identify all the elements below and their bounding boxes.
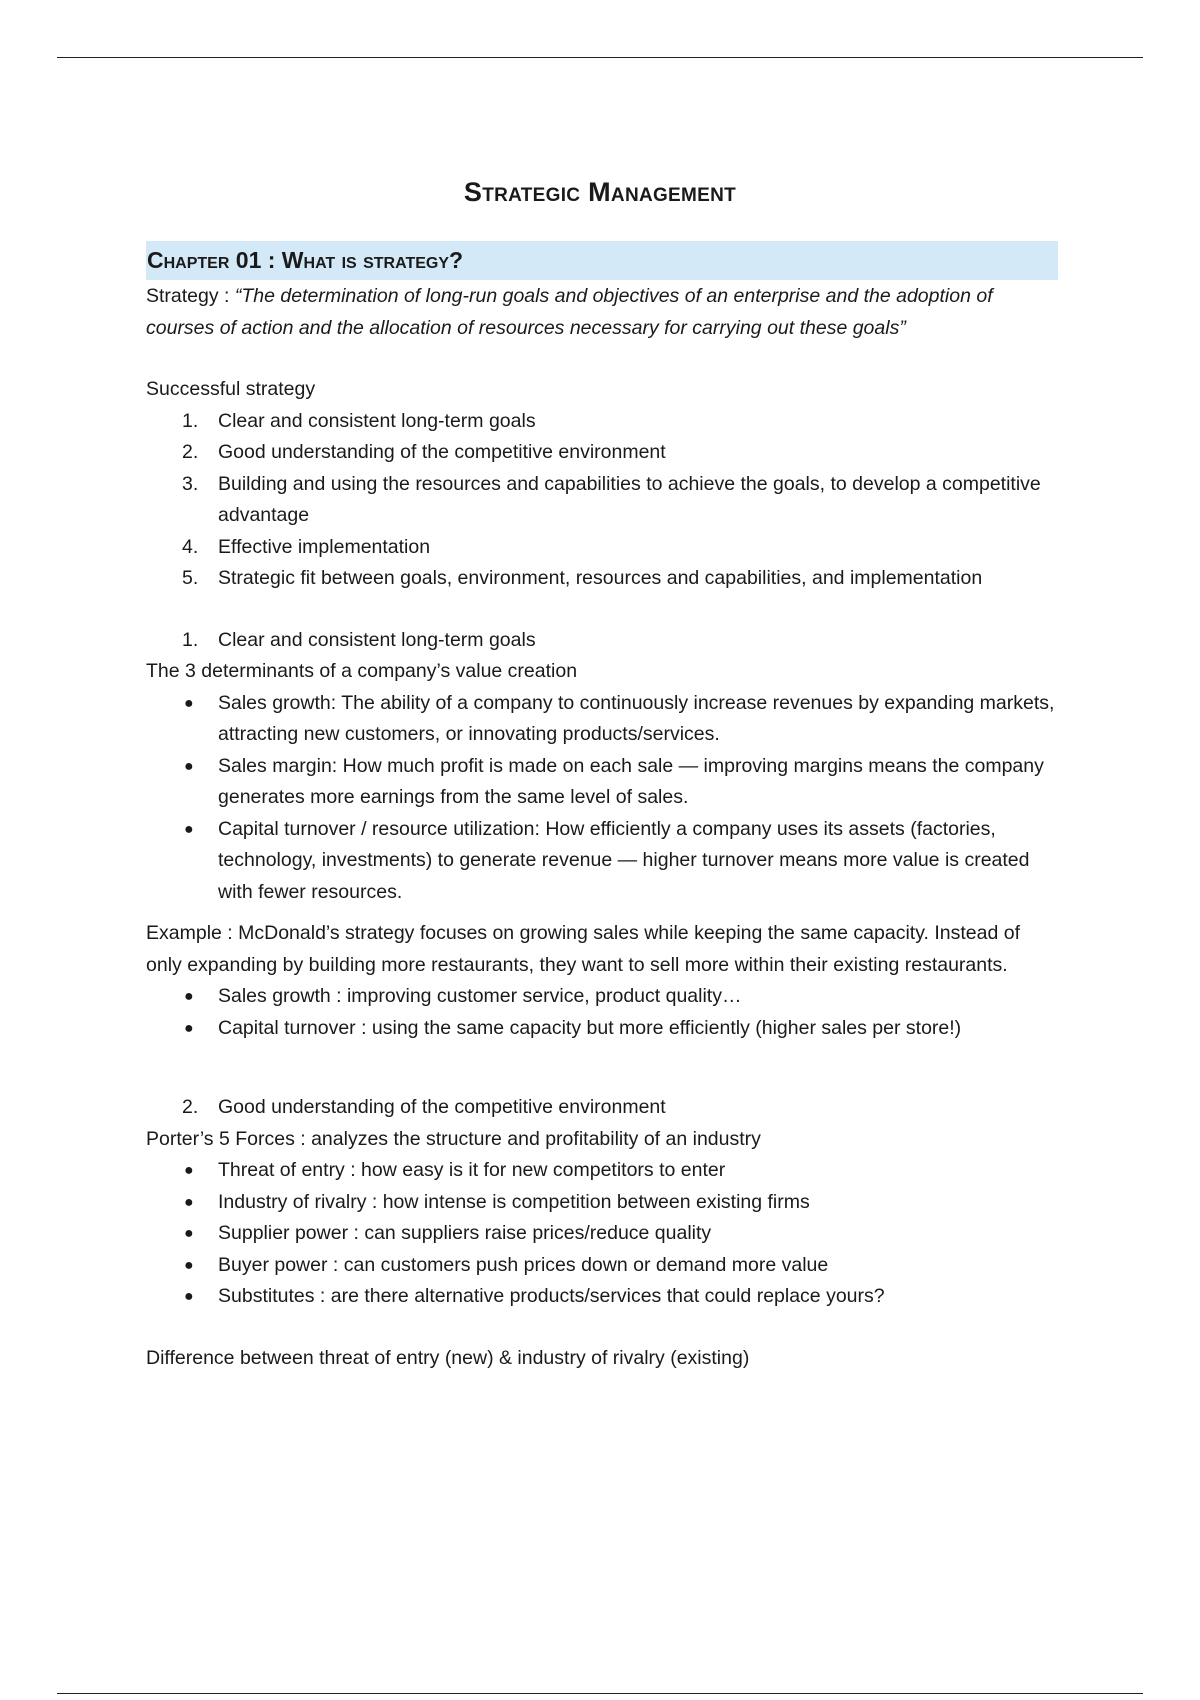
bullet-text: Industry of rivalry : how intense is competition between existing firms (218, 1190, 810, 1213)
list-item-text: Strategic fit between goals, environment, resources and capabilities, and implementation (218, 567, 983, 589)
mcdonalds-example: Example : McDonald’s strategy focuses on growing sales while keeping the same capacity. Instead of only expanding by building more restaurants, they want to sell more within their existing restaurants. (146, 922, 1020, 976)
list-item (146, 437, 1058, 469)
section-title (146, 1092, 1058, 1124)
list-number: 2. (182, 441, 199, 463)
list-item-text: Clear and consistent long-term goals (218, 409, 536, 432)
bullet-icon: ● (184, 988, 194, 1005)
document-body (146, 241, 1058, 1374)
example-bullets (146, 981, 1058, 1044)
bullet-item (146, 814, 1058, 909)
bullet-text: Sales growth: The ability of a company to continuously increase revenues by expanding markets, attracting new customers, or innovating products/services. (218, 691, 1055, 745)
bullet-text: Substitutes : are there alternative products/services that could replace yours? (218, 1285, 885, 1307)
list-number: 3. (182, 472, 199, 495)
page-title: Strategic Management (463, 177, 737, 207)
bullet-item (146, 688, 1058, 751)
successful-strategy-heading: Successful strategy (146, 378, 316, 400)
bullet-item (146, 1155, 1058, 1187)
list-item (146, 469, 1058, 532)
bullet-icon: ● (184, 1162, 194, 1179)
entry-vs-rivalry-note: Difference between threat of entry (new) & industry of rivalry (existing) (146, 1346, 750, 1369)
bullet-text: Sales margin: How much profit is made on each sale — improving margins means the company generates more earnings from the same level of sales. (218, 754, 1044, 808)
header-rule (57, 57, 1143, 58)
bullet-item (146, 981, 1058, 1013)
bullet-icon: ● (184, 1019, 194, 1037)
spacer (146, 908, 1058, 918)
bullet-icon: ● (184, 1288, 194, 1305)
list-item-text: Effective implementation (218, 535, 431, 558)
definition-label: Strategy : (146, 285, 235, 307)
definition-quote: “The determination of long-run goals and objectives of an enterprise and the adoption of courses of action and the allocation of resources necessary for carrying out these goals” (146, 285, 993, 339)
list-item (146, 406, 1058, 438)
bullet-text: Supplier power : can suppliers raise prices/reduce quality (218, 1222, 712, 1244)
section-number: 2. (182, 1096, 199, 1118)
bullet-item (146, 1013, 1058, 1045)
list-item (146, 532, 1058, 564)
porters-five-forces-intro: Porter’s 5 Forces : analyzes the structure and profitability of an industry (146, 1127, 761, 1150)
bullet-icon: ● (184, 1256, 194, 1274)
list-number: 1. (182, 409, 199, 432)
bullet-text: Capital turnover : using the same capacity but more efficiently (higher sales per store!) (218, 1016, 962, 1039)
bullet-text: Threat of entry : how easy is it for new competitors to enter (218, 1159, 726, 1181)
section2-heading (146, 1092, 1058, 1124)
bullet-item (146, 1250, 1058, 1282)
list-item (146, 563, 1058, 595)
five-forces-bullets (146, 1155, 1058, 1313)
list-item-text: Building and using the resources and capabilities to achieve the goals, to develop a competitive advantage (218, 472, 1041, 526)
chapter-heading: Chapter 01 : What is strategy? (146, 241, 1058, 280)
section-title-text: Good understanding of the competitive environment (218, 1096, 666, 1118)
successful-strategy-list (146, 406, 1058, 595)
value-creation-bullets (146, 688, 1058, 909)
bullet-text: Sales growth : improving customer service, product quality… (218, 985, 742, 1007)
list-item-text: Good understanding of the competitive environment (218, 441, 666, 463)
spacer (146, 1313, 1058, 1343)
bullet-item (146, 1281, 1058, 1313)
list-number: 5. (182, 567, 199, 589)
list-number: 4. (182, 535, 199, 558)
value-creation-intro: The 3 determinants of a company’s value creation (146, 660, 578, 682)
bullet-text: Buyer power : can customers push prices down or demand more value (218, 1253, 829, 1276)
spacer (146, 595, 1058, 625)
section-title (146, 625, 1058, 657)
bullet-text: Capital turnover / resource utilization: How efficiently a company uses its assets (factories, technology, investments) to generate revenue — higher turnover means more value is created with fewer resources. (218, 817, 1030, 903)
section1-heading (146, 625, 1058, 657)
bullet-item (146, 1218, 1058, 1250)
bullet-item (146, 751, 1058, 814)
bullet-icon: ● (184, 1193, 194, 1211)
bullet-icon: ● (184, 757, 194, 775)
spacer (146, 344, 1058, 374)
strategy-definition (146, 281, 1058, 344)
spacer (146, 1044, 1058, 1092)
bullet-icon: ● (184, 820, 194, 838)
bullet-icon: ● (184, 1225, 194, 1242)
bullet-icon: ● (184, 694, 194, 712)
bullet-item (146, 1187, 1058, 1219)
section-number: 1. (182, 628, 199, 651)
footer-rule (57, 1693, 1143, 1694)
section-title-text: Clear and consistent long-term goals (218, 628, 536, 651)
